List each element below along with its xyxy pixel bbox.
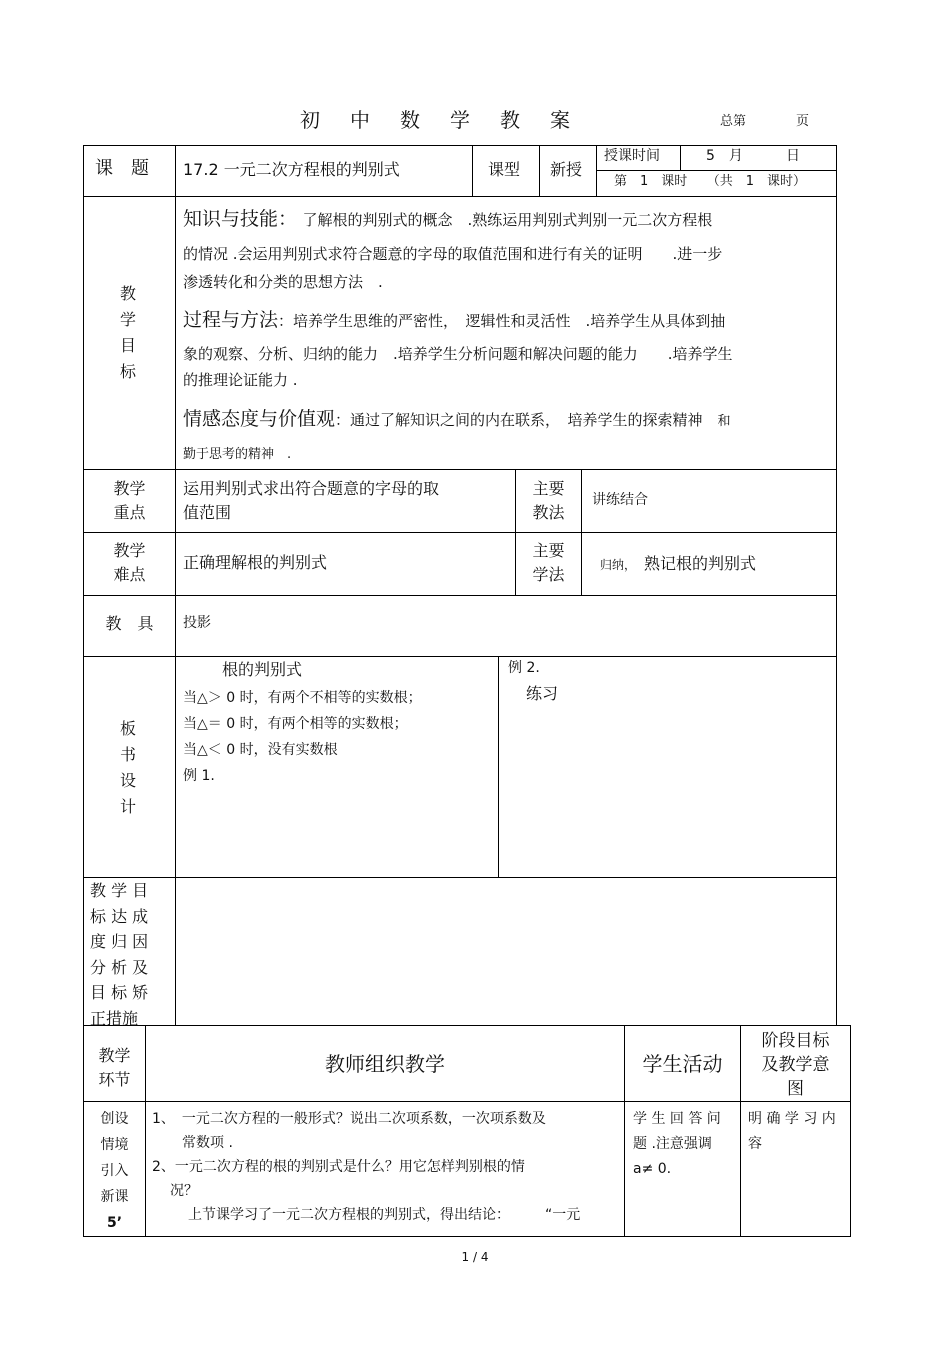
study-method: 归纳， 熟记根的判别式 [600,554,757,573]
knowledge-continued: 的情况 .会运用判别式求符合题意的字母的取值范围和进行有关的证明 .进一步 渗透转化和分类的思想方法 . [183,245,723,291]
tools-value: 投影 [183,615,211,631]
teaching-method: 讲练结合 [592,492,648,508]
teaching-method-label: 主要 教法 [532,479,565,522]
tools-label: 教 具 [105,614,154,633]
class-period: 第 1 课时 （共 1 课时） [614,174,807,189]
teacher-header: 教师组织教学 [325,1052,445,1076]
knowledge-title: 知识与技能： [183,208,288,230]
page-number: 1 / 4 [461,1250,489,1264]
knowledge-skills [183,204,712,235]
process-line: ：培养学生思维的严密性， 逻辑性和灵活性 .培养学生从具体到抽 [278,312,726,330]
difficulty-text: 正确理解根的判别式 [183,553,328,572]
student-activity: 学 生 回 答 问 题 .注意强调 a≠ 0. [633,1111,721,1177]
class-day: 日 [786,148,800,164]
teacher-activity: 1、 一元二次方程的一般形式？说出二次项系数，一次项系数及 常数项 . 2、一元二次方程的根的判别式是什么？用它怎样判别根的情 况？ 上节课学习了一元二次方程根的判别式，得出结论： “一元 [152,1111,581,1223]
process-methods [183,305,725,336]
difficulty-label: 教学 难点 [113,541,146,584]
board-rules: 当△＞ 0 时，有两个不相等的实数根； 当△＝ 0 时，有两个相等的实数根； 当△＜ 0 时，没有实数根 例 1. [183,690,422,784]
knowledge-line: 了解根的判别式的概念 .熟练运用判别式判别一元二次方程根 [302,211,713,229]
process-continued: 象的观察、分析、归纳的能力 .培养学生分析问题和解决问题的能力 .培养学生 的推理论证能力 . [183,345,733,389]
page-label: 页 [796,114,810,129]
board-title: 根的判别式 [222,660,303,679]
lesson-type-label: 课型 [488,160,521,179]
emotion-values: 情感态度与价值观：通过了解知识之间的内在联系， 培养学生的探索精神 和 [183,408,731,430]
lesson-type-value: 新授 [550,160,583,179]
topic-label: 课 题 [95,158,149,179]
emotion-line: ：通过了解知识之间的内在联系， 培养学生的探索精神 [335,411,703,429]
process-title: 过程与方法 [183,309,279,331]
class-month: 5 月 [706,148,743,164]
board-example-2: 例 2. [508,660,540,676]
class-time-label: 授课时间 [604,148,660,164]
stage-intro: 创设 情境 引入 新课 5’ [100,1111,129,1231]
emotion-title: 情感态度与价值观 [183,408,336,430]
stage-header: 教学 环节 [98,1046,131,1089]
aim-header: 阶段目标 及教学意 图 [761,1031,830,1099]
study-method-label: 主要 学法 [532,541,565,584]
analysis-label: 教 学 目 标 达 成 度 归 因 分 析 及 目 标 矫 正措施 [90,881,149,1028]
document-title: 初中数学教案 [300,108,600,132]
emotion-continued: 勤于思考的精神 . [183,447,292,462]
lesson-topic: 17.2 一元二次方程根的判别式 [183,160,400,179]
board-label: 板 书 设 计 [119,719,136,816]
key-points: 运用判别式求出符合题意的字母的取 值范围 [183,479,440,522]
total-page-label: 总第 [720,114,747,129]
board-practice: 练习 [526,684,559,703]
goals-label: 教 学 目 标 [119,284,136,381]
key-label: 教学 重点 [113,479,146,522]
student-header: 学生活动 [642,1052,723,1076]
stage-aim: 明 确 学 习 内 容 [748,1111,836,1152]
